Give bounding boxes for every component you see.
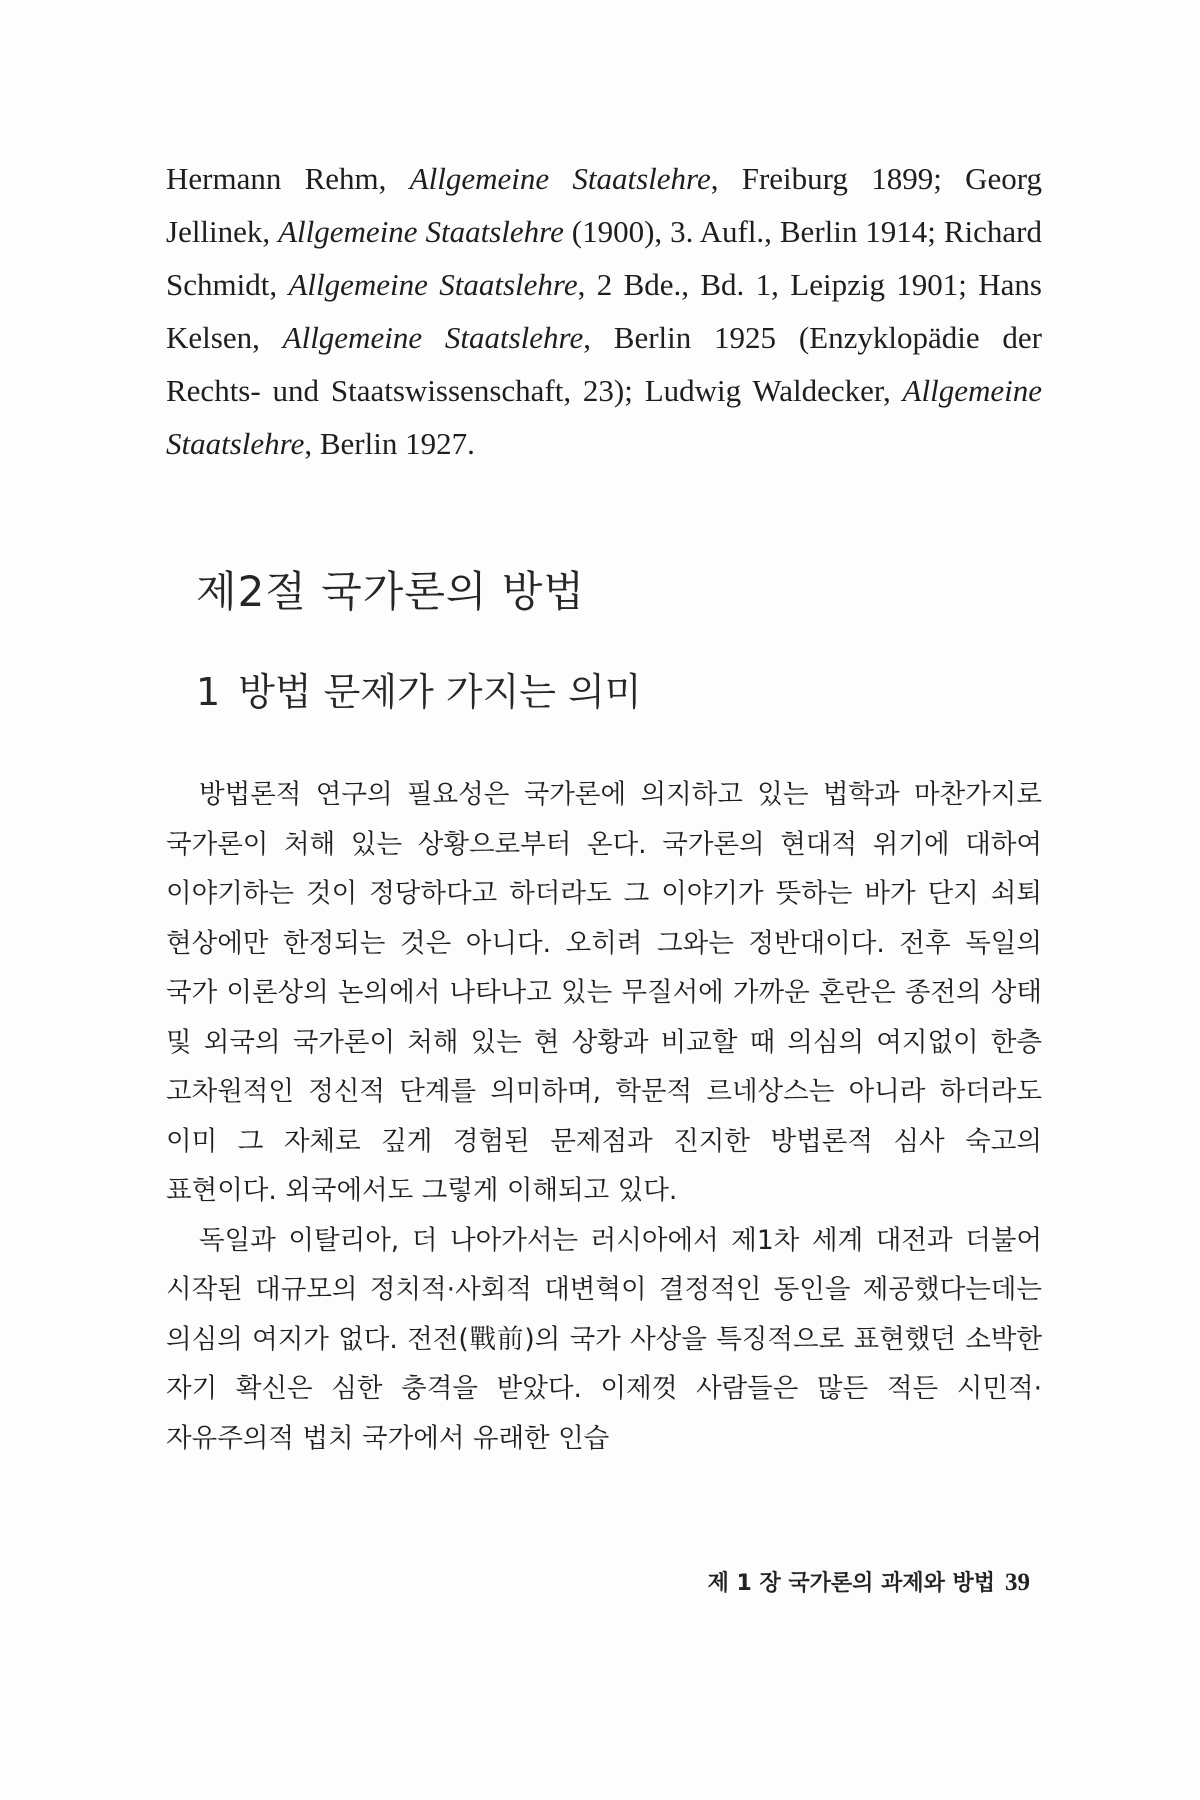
book-title-italic: Allgemeine Staatslehre	[288, 267, 578, 302]
page-footer	[708, 1568, 1030, 1599]
bibliography-note	[166, 152, 1042, 470]
bibliography-text: (1900), 3. Aufl., Berlin 1914; Richard Schmidt,	[166, 214, 1042, 302]
paragraph: 방법론적 연구의 필요성은 국가론에 의지하고 있는 법학과 마찬가지로 국가론이 처해 있는 상황으로부터 온다. 국가론의 현대적 위기에 대하여 이야기하는 것이 정당하다고 하더라도 그 이야기가 뜻하는 바가 단지 쇠퇴 현상에만 한정되는 것은 아니다. 오히려 그와는 정반대이다. 전후 독일의 국가 이론상의 논의에서 나타나고 있는 무질서에 가까운 혼란은 종전의 상태 및 외국의 국가론이 처해 있는 현 상황과 비교할 때 의심의 여지없이 한층 고차원적인 정신적 단계를 의미하며, 학문적 르네상스는 아니라 하더라도 이미 그 자체로 깊게 경험된 문제점과 진지한 방법론적 심사 숙고의 표현이다. 외국에서도 그렇게 이해되고 있다.	[166, 779, 1042, 1206]
running-head: 제 1 장 국가론의 과제와 방법	[707, 1571, 995, 1596]
section-heading	[196, 664, 642, 720]
page-number: 39	[1005, 1569, 1030, 1596]
body-text	[166, 770, 1042, 1463]
bibliography-text: , Berlin 1927.	[304, 426, 475, 461]
book-title-italic: Allgemeine Staatslehre	[409, 161, 711, 196]
section-number: 1	[196, 670, 221, 714]
chapter-title: 제2절 국가론의 방법	[196, 567, 585, 616]
bibliography-text: , Freiburg 1899; Georg Jellinek,	[166, 161, 1042, 249]
section-title: 방법 문제가 가지는 의미	[238, 670, 642, 714]
paragraph: 독일과 이탈리아, 더 나아가서는 러시아에서 제1차 세계 대전과 더불어 시작된 대규모의 정치적·사회적 대변혁이 결정적인 동인을 제공했다는데는 의심의 여지가 없다. 전전(戰前)의 국가 사상을 특징적으로 표현했던 소박한 자기 확신은 심한 충격을 받았다. 이제껏 사람들은 많든 적든 시민적·자유주의적 법치 국가에서 유래한 인습	[166, 1224, 1042, 1454]
bibliography-text: , 2 Bde., Bd. 1, Leipzig 1901; Hans Kelsen,	[166, 267, 1042, 355]
bibliography-text: , Berlin 1925 (Enzyklopädie der Rechts- und Staatswissenschaft, 23); Ludwig Waldecker,	[166, 320, 1042, 408]
book-title-italic: Allgemeine Staatslehre	[282, 320, 584, 355]
book-title-italic: Allgemeine Staatslehre	[278, 214, 564, 249]
bibliography-text: Hermann Rehm,	[166, 161, 410, 196]
book-title-italic: Allgemeine Staatslehre	[166, 373, 1042, 461]
